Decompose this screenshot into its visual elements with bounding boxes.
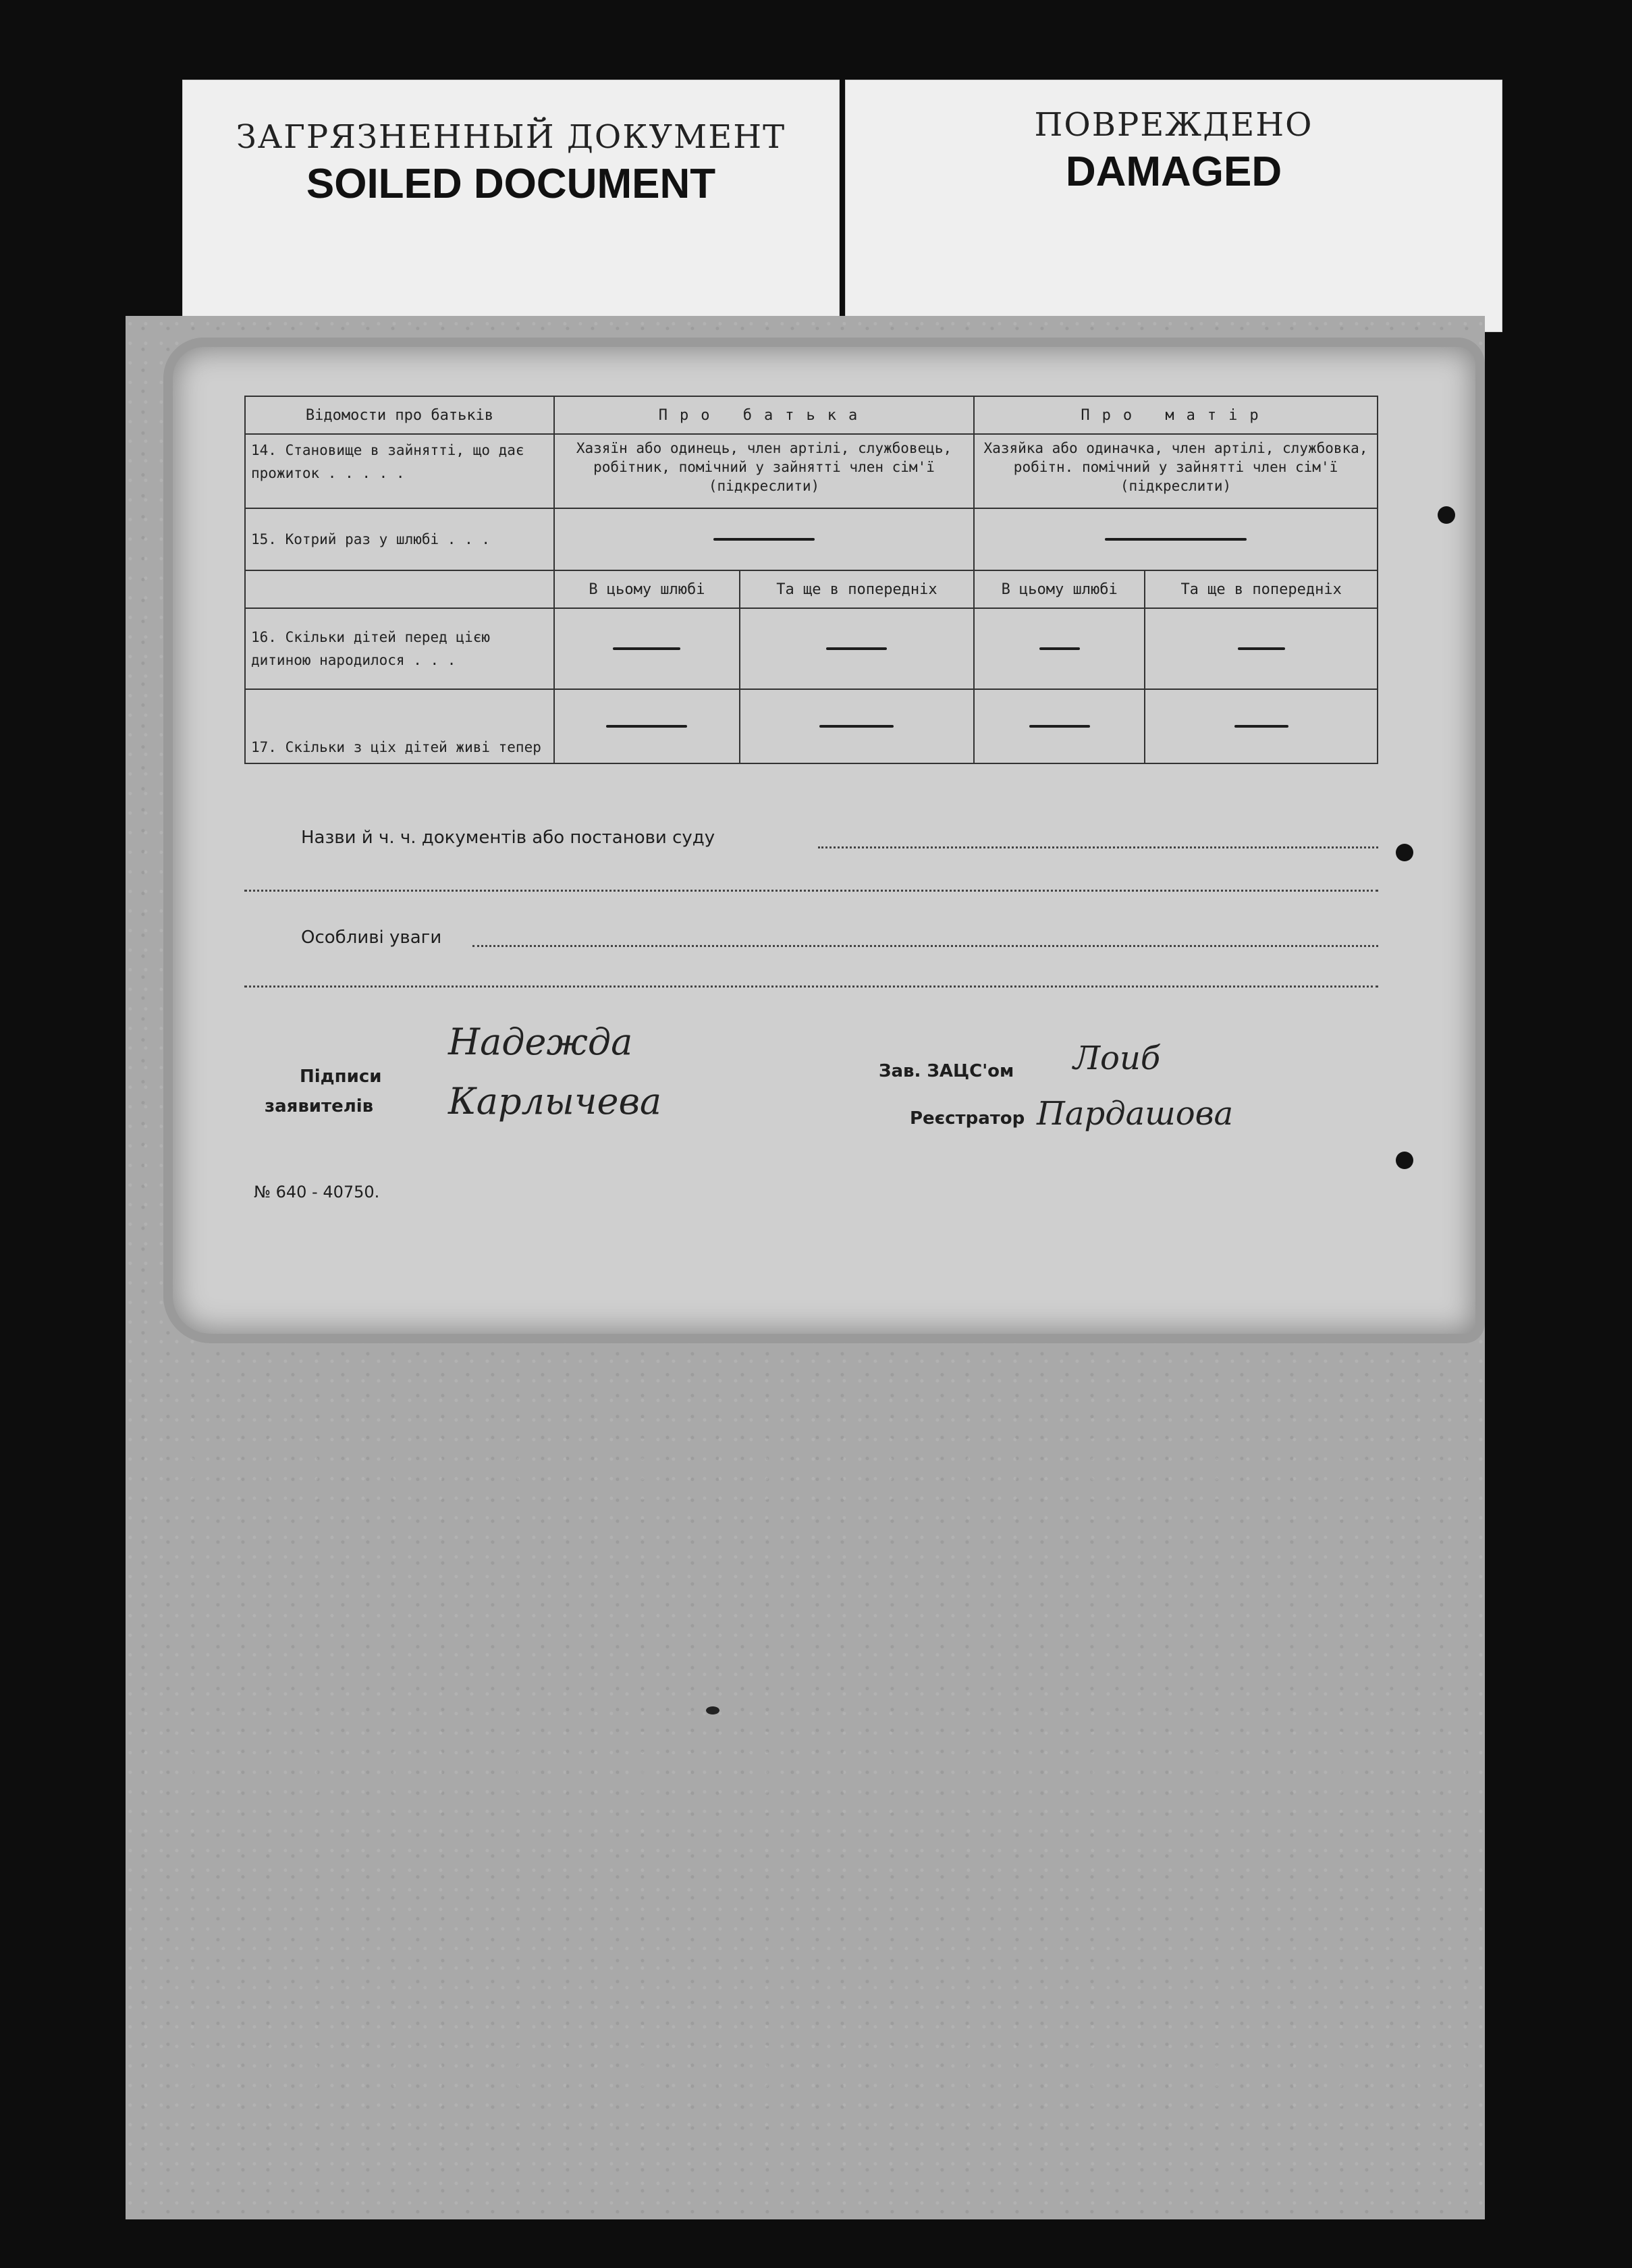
row16-mother-prev bbox=[1145, 608, 1378, 689]
documents-line-2 bbox=[244, 890, 1378, 892]
row16-father-prev bbox=[740, 608, 974, 689]
documents-line-1 bbox=[818, 846, 1378, 848]
table-header-row bbox=[245, 396, 1378, 434]
table-row-16 bbox=[245, 608, 1378, 689]
row14-label: 14. Становище в зайнятті, що дає прожиток . . . . . bbox=[245, 434, 554, 508]
table-subheader-row bbox=[245, 570, 1378, 608]
documents-label: Назви й ч. ч. документів або постанови суду bbox=[301, 828, 715, 848]
row15-label: 15. Котрий раз у шлюбі . . . bbox=[245, 508, 554, 570]
row17-mother-prev bbox=[1145, 689, 1378, 763]
row17-father-in bbox=[554, 689, 740, 763]
row14-mother: Хазяйка або одиначка, член артілі, службовка, робітн. помічний у зайнятті член сім'ї (підкреслити) bbox=[974, 434, 1378, 508]
row17-father-prev bbox=[740, 689, 974, 763]
row16-label: 16. Скільки дітей перед цією дитиною народилося . . . bbox=[245, 608, 554, 689]
binding-hole bbox=[1396, 1152, 1413, 1169]
row17-mother-in bbox=[974, 689, 1145, 763]
soiled-label-en: SOILED DOCUMENT bbox=[306, 161, 716, 207]
row15-father-dash bbox=[554, 508, 974, 570]
soiled-label-ru: ЗАГРЯЗНЕННЫЙ ДОКУМЕНТ bbox=[236, 118, 786, 156]
registrar-signature: Пардашова bbox=[1037, 1095, 1234, 1133]
sub-father-in-marriage: В цьому шлюбі bbox=[554, 570, 740, 608]
head-label: Зав. ЗАЦС'ом bbox=[879, 1061, 1014, 1081]
soiled-document-card bbox=[182, 80, 840, 332]
binding-hole bbox=[1396, 844, 1413, 861]
table-row-17 bbox=[245, 689, 1378, 763]
row14-father: Хазяїн або одинець, член артілі, службовець, робітник, помічний у зайнятті член сім'ї (підкреслити) bbox=[554, 434, 974, 508]
damaged-label-ru: ПОВРЕЖДЕНО bbox=[1034, 106, 1313, 144]
subheader-blank bbox=[245, 570, 554, 608]
table-row-15 bbox=[245, 508, 1378, 570]
header-parents-info: Відомости про батьків bbox=[245, 396, 554, 434]
applicant-signature-1: Надежда bbox=[448, 1021, 633, 1063]
row17-label: 17. Скільки з ціх дітей живі тепер bbox=[245, 689, 554, 763]
row15-mother-dash bbox=[974, 508, 1378, 570]
row16-mother-in bbox=[974, 608, 1145, 689]
applicant-signature-2: Карлычева bbox=[448, 1080, 662, 1123]
sub-father-previous: Та ще в попередніх bbox=[740, 570, 974, 608]
table-row-14 bbox=[245, 434, 1378, 508]
sub-mother-previous: Та ще в попередніх bbox=[1145, 570, 1378, 608]
signatures-label: Підписи bbox=[300, 1066, 382, 1087]
remarks-label: Особливі уваги bbox=[301, 927, 442, 948]
header-mother: Про матір bbox=[974, 396, 1378, 434]
damaged-label-en: DAMAGED bbox=[1065, 148, 1282, 195]
sub-mother-in-marriage: В цьому шлюбі bbox=[974, 570, 1145, 608]
remarks-line-2 bbox=[244, 986, 1378, 988]
backing-hole bbox=[706, 1706, 719, 1714]
row16-father-in bbox=[554, 608, 740, 689]
damaged-document-card bbox=[845, 80, 1502, 332]
parents-info-table bbox=[244, 396, 1378, 764]
form-number: № 640 - 40750. bbox=[254, 1183, 380, 1202]
applicants-label: заявителів bbox=[265, 1096, 374, 1116]
head-signature: Лоиб bbox=[1073, 1040, 1161, 1077]
header-father: Про батька bbox=[554, 396, 974, 434]
binding-hole bbox=[1438, 506, 1455, 524]
registrar-label: Реєстратор bbox=[910, 1108, 1025, 1129]
remarks-line-1 bbox=[472, 945, 1378, 947]
